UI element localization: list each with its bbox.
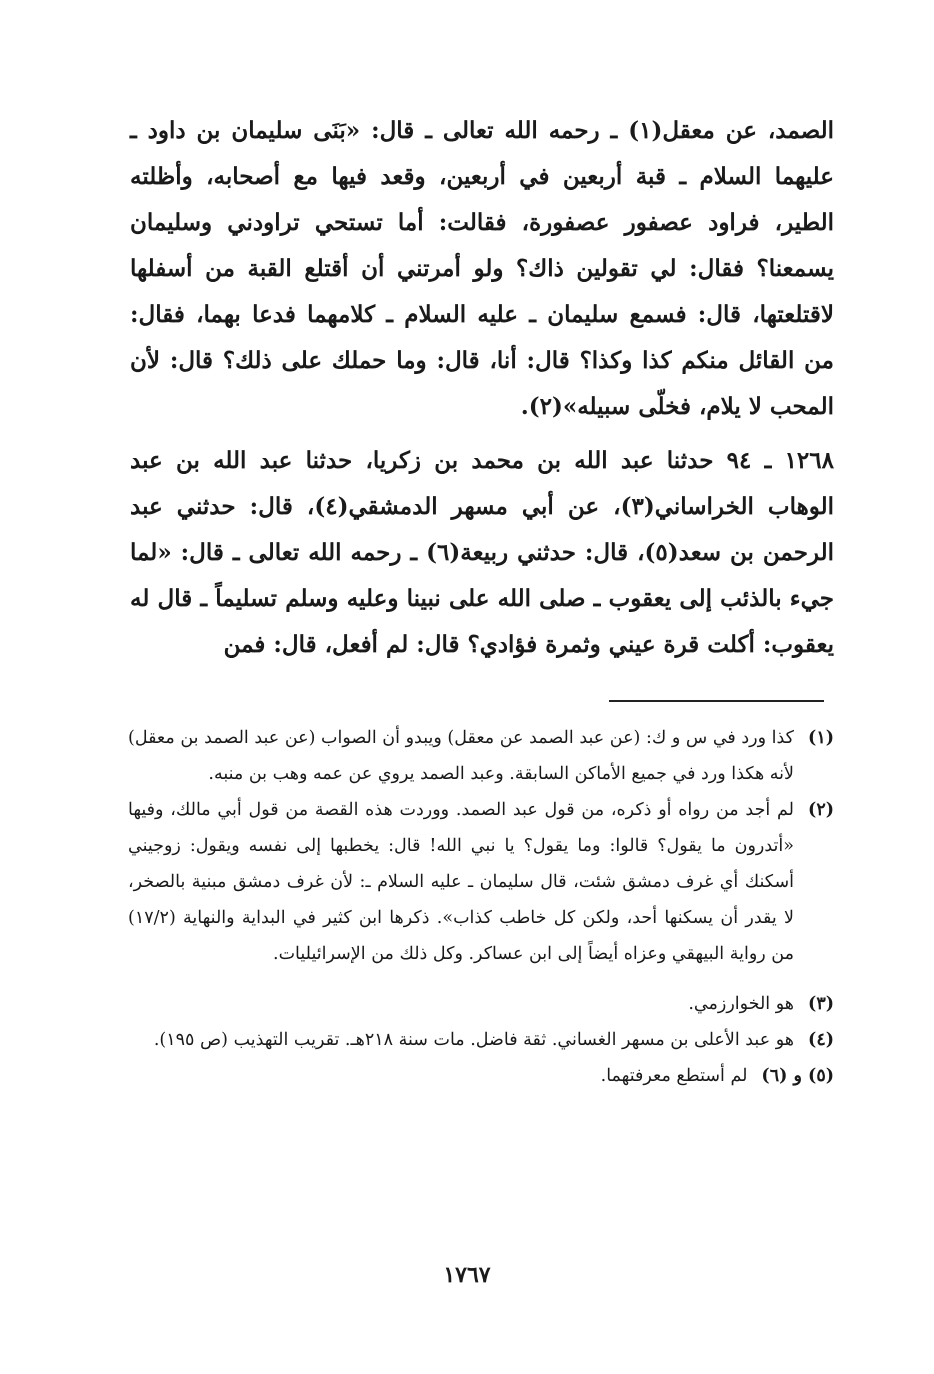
footnotes xyxy=(128,720,834,1094)
footnote-text: هو الخوارزمي. xyxy=(688,994,794,1014)
footnote-number: (١) xyxy=(808,728,834,748)
footnote-text: لم أستطع معرفتهما. xyxy=(600,1066,748,1086)
footnote-number: (٥) و (٦) xyxy=(761,1066,834,1086)
footnote-text: هو عبد الأعلى بن مسهر الغساني. ثقة فاضل. مات سنة ٢١٨هـ. تقريب التهذيب (ص ١٩٥). xyxy=(153,1030,794,1050)
main-paragraph: ١٢٦٨ ـ ٩٤ حدثنا عبد الله بن محمد بن زكريا، حدثنا عبد الله بن عبد الوهاب الخراساني(٣)، عن أبي مسهر الدمشقي(٤)، قال: حدثني عبد الرحمن بن سعد(٥)، قال: حدثني ربيعة(٦) ـ رحمه الله تعالى ـ قال: «لما جيء بالذئب إلى يعقوب ـ صلى الله على نبينا وعليه وسلم تسليماً ـ قال له يعقوب: أكلت قرة عيني وثمرة فؤادي؟ قال: لم أفعل، قال: فمن xyxy=(130,447,835,658)
footnote-text: لم أجد من رواه أو ذكره، من قول عبد الصمد. ووردت هذه القصة من قول أبي مالك، وفيها «أتدرون ما يقول؟ قالوا: وما يقول؟ يا نبي الله! قال: يخطبها إلى نفسه ويقول: زوجيني أسكنك أي غرف دمشق شئت، قال سليمان ـ عليه السلام ـ: لأن غرف دمشق مبنية بالصخر، لا يقدر أن يسكنها أحد، ولكن كل خاطب كذاب». ذكرها ابن كثير في البداية والنهاية (١٧/٢) من رواية البيهقي وعزاه أيضاً إلى ابن عساكر. وكل ذلك من الإسرائيليات. xyxy=(128,800,794,964)
page-number: ١٧٦٧ xyxy=(443,1262,491,1288)
footnote-number: (٤) xyxy=(808,1030,834,1050)
footnote-number: (٢) xyxy=(808,800,834,820)
footnote-number: (٣) xyxy=(808,994,834,1014)
footnote xyxy=(128,720,834,792)
footnote xyxy=(128,986,834,1022)
footnote xyxy=(128,792,834,972)
main-text xyxy=(130,108,834,668)
footnote xyxy=(128,1058,834,1094)
main-paragraph: الصمد، عن معقل(١) ـ رحمه الله تعالى ـ قال: «بَنَى سليمان بن داود ـ عليهما السلام ـ قبة أربعين في أربعين، وقعد فيها مع أصحابه، وأظلته الطير، فراود عصفور عصفورة، فقالت: أما تستحي تراودني وسليمان يسمعنا؟ فقال: لي تقولين ذاك؟ ولو أمرتني أن أقتلع القبة من أسفلها لاقتلعتها، قال: فسمع سليمان ـ عليه السلام ـ كلامهما فدعا بهما، فقال: من القائل منكم كذا وكذا؟ قال: أنا، قال: وما حملك على ذلك؟ قال: لأن المحب لا يلام، فخلّى سبيله»(٢). xyxy=(130,117,834,420)
footnote-separator xyxy=(609,700,824,702)
footnote-text: كذا ورد في س و ك: (عن عبد الصمد عن معقل) ويبدو أن الصواب (عن عبد الصمد بن معقل) لأنه هكذا ورد في جميع الأماكن السابقة. وعبد الصمد يروي عن عمه وهب بن منبه. xyxy=(128,728,794,784)
footnote xyxy=(128,1022,834,1058)
